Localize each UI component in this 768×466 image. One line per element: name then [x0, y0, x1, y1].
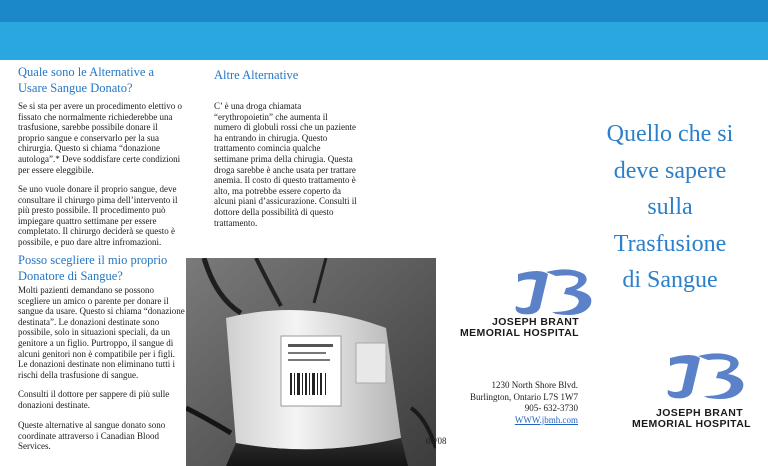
hospital-name-line1: JOSEPH BRANT	[656, 407, 744, 419]
blood-bag-photo	[186, 258, 436, 466]
paragraph-consult-surgeon: Se uno vuole donare il proprio sangue, deve consultare il chirurgo pima dell’intervento il più presto possibile. Il procedimento può impiegare quattro settimane per essere completato. Il chirurgo deciderà se questo è possibile, e puo dare altre infromazioni.	[18, 184, 178, 247]
top-banner-light	[0, 22, 768, 60]
brochure-title: Quello che si deve sapere sulla Trasfusione di Sangue	[606, 121, 734, 293]
paragraph-erythropoietin: C’ è una droga chiamata “erythropoietin” che aumenta il numero di globuli rossi che un paziente ha entrando in chirugia. Questo trattamento comincia qualche settimane prima della chirugia. Questa droga sarebbe è anche usata per trattare anemia. Il costo di questo trattamento è alto, ma potrebbe essere coperto da alcuni piani d’assicurazione. Consulti il dottore della possibilità di questo trattamento.	[214, 101, 357, 228]
paragraph-directed-donation: Molti pazienti demandano se possono scegliere un amico o parente per donare il sangue da usare. Questo si chiama “donazione destinata”. Le donazioni destinate sono possibile, solo in situazioni speciali, da un genitore a un figlio. Purtroppo, il sangue di alcuni genitori non è compatibile per i figli. Le donazioni destinate non eliminano tutti i rischi della trasfusione di sangue.	[18, 285, 185, 380]
hospital-address: 1230 North Shore Blvd. Burlington, Ontario L7S 1W7 905- 632-3730 WWW.jbmh.com	[448, 380, 578, 426]
top-banner-dark	[0, 0, 768, 22]
heading-choose-donor: Posso scegliere il mio proprio Donatore di Sangue?	[18, 253, 168, 283]
paragraph-consult-doctor: Consulti il dottore per sappere di più sulle donazioni destinate.	[18, 389, 170, 410]
hospital-logo-middle	[458, 268, 588, 339]
hospital-name-line2: MEMORIAL HOSPITAL	[632, 418, 751, 430]
jb-monogram-logo	[652, 352, 762, 400]
paragraph-autologous: Se si sta per avere un procedimento elettivo o fissato che normalmente richiederebbe una trasfusione, sarebbe possibile donare il proprio sangue e conservarlo per la sua chirurgia. Questo si chiama “donazione autologa”.* Deve soddisfare certe condizioni per essere eleggibile.	[18, 101, 182, 175]
website-link[interactable]: WWW.jbmh.com	[514, 414, 578, 425]
heading-alternatives: Quale sono le Alternative a Usare Sangue Donato?	[18, 65, 155, 95]
hospital-name-line2: MEMORIAL HOSPITAL	[460, 327, 579, 339]
paragraph-canadian-blood-services: Queste alternative al sangue donato sono coordinate attraverso i Canadian Blood Services.	[18, 420, 166, 452]
heading-other-alternatives: Altre Alternative	[214, 68, 299, 82]
hospital-logo-right	[632, 352, 752, 430]
hospital-name-line1: JOSEPH BRANT	[492, 316, 580, 328]
publication-code: 06/08	[426, 436, 447, 446]
